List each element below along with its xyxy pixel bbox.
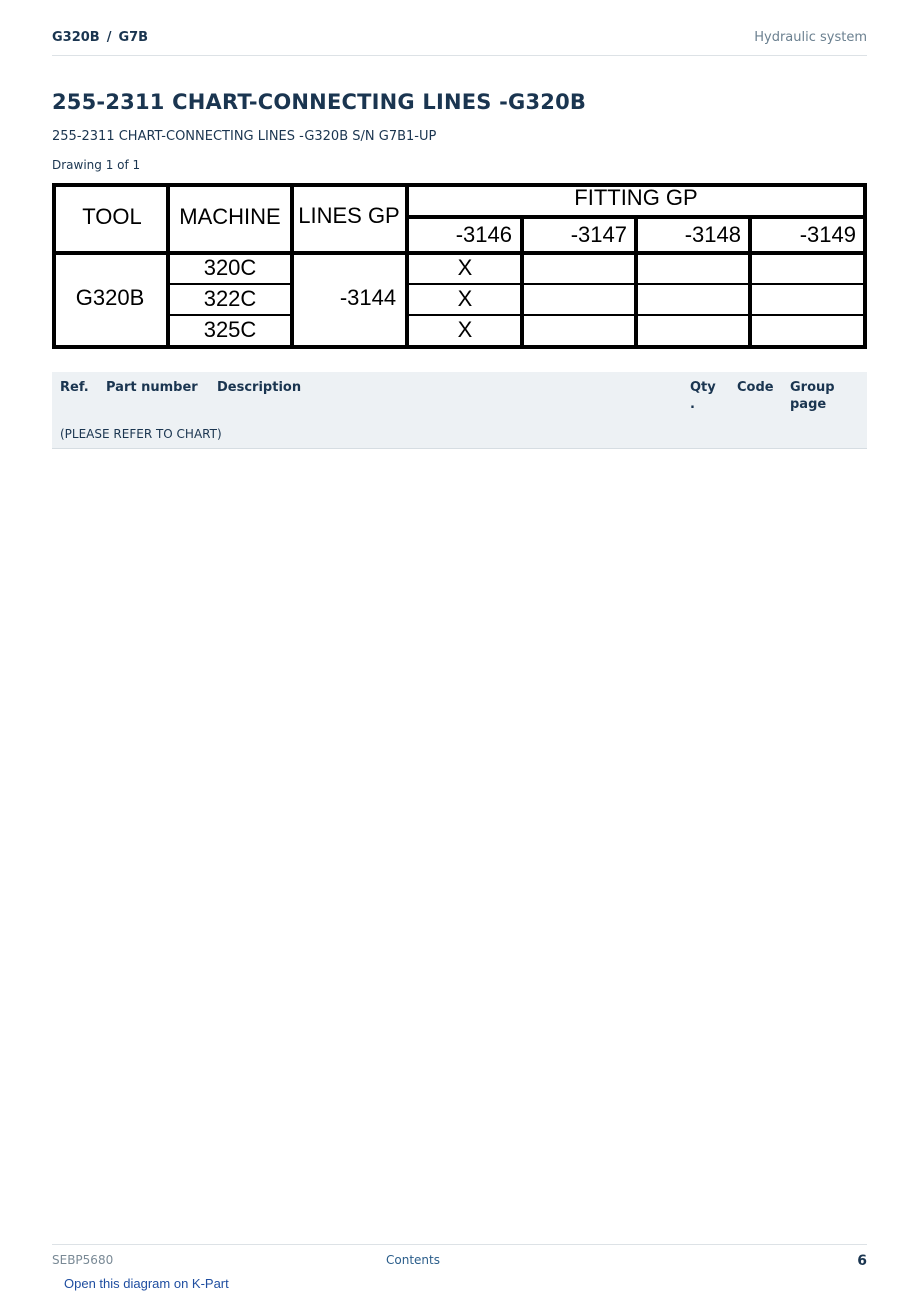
- chart-fitting-col-2: -3147: [570, 222, 627, 247]
- chart-mark: X: [457, 255, 473, 280]
- chart-fitting-col-1: -3146: [455, 222, 512, 247]
- connecting-lines-chart: [52, 183, 867, 349]
- column-header-group-page: Group page: [790, 380, 835, 412]
- section-label: Hydraulic system: [754, 30, 867, 45]
- chart-tool-value: G320B: [75, 285, 145, 310]
- page-header: [52, 28, 867, 56]
- page-subtitle: 255-2311 CHART-CONNECTING LINES -G320B S/N G7B1-UP: [52, 129, 437, 144]
- model-label: G320B: [52, 30, 100, 45]
- column-header-description: Description: [217, 380, 302, 395]
- chart-machine-325c: 325C: [203, 317, 257, 342]
- breadcrumb: [52, 30, 148, 45]
- parts-table-note: (PLEASE REFER TO CHART): [60, 427, 222, 441]
- page-title: 255-2311 CHART-CONNECTING LINES -G320B: [52, 90, 587, 114]
- document-number: SEBP5680: [52, 1253, 114, 1267]
- chart-lines-gp-value: -3144: [339, 285, 397, 310]
- chart-mark: X: [457, 317, 473, 342]
- open-in-kpart-link[interactable]: Open this diagram on K-Part: [64, 1276, 229, 1291]
- chart-fitting-col-3: -3148: [684, 222, 741, 247]
- column-header-qty: Qty .: [690, 380, 716, 412]
- chart-header-tool: TOOL: [82, 204, 142, 229]
- parts-table: [52, 372, 867, 449]
- column-header-code: Code: [737, 380, 774, 395]
- chart-header-fitting-gp: FITTING GP: [574, 185, 698, 210]
- page-footer: [52, 1244, 867, 1274]
- breadcrumb-separator: /: [106, 30, 112, 45]
- page-number: 6: [857, 1253, 867, 1269]
- drawing-label: Drawing 1 of 1: [52, 158, 141, 172]
- column-header-ref: Ref.: [60, 380, 89, 395]
- chart-fitting-col-4: -3149: [799, 222, 856, 247]
- chart-machine-320c: 320C: [203, 255, 257, 280]
- chart-header-machine: MACHINE: [179, 204, 281, 229]
- chart-header-lines-gp: LINES GP: [298, 203, 400, 228]
- chart-mark: X: [457, 286, 473, 311]
- serial-prefix-label: G7B: [118, 30, 149, 45]
- chart-drawing: [52, 183, 867, 349]
- chart-machine-322c: 322C: [203, 286, 257, 311]
- column-header-part-number: Part number: [106, 380, 198, 395]
- contents-link[interactable]: Contents: [386, 1253, 440, 1267]
